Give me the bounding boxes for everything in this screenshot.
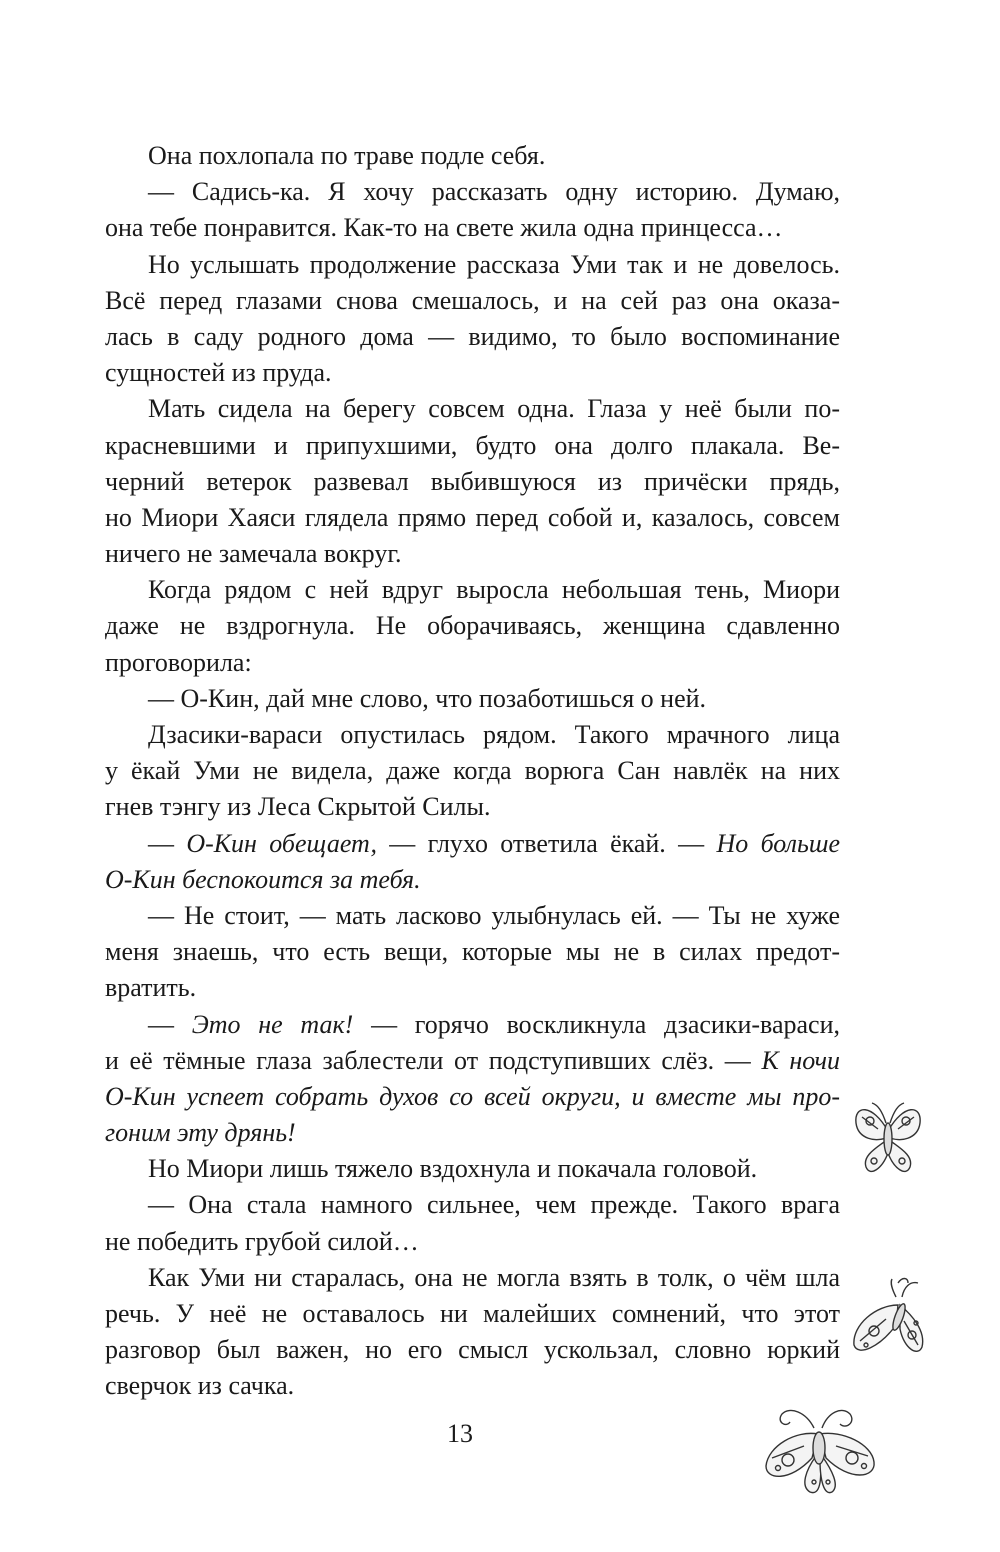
text-line [105,174,840,210]
text-run: меня знаешь, что есть вещи, которые мы не в силах предот- [105,937,840,967]
text-run: у ёкай Уми не видела, даже когда ворюга Сан навлёк на них [105,756,840,786]
text-line [105,1260,840,1296]
text-run: Но услышать продолжение рассказа Уми так и не довелось. [148,249,840,279]
italic-text: К ночи [761,1045,840,1075]
text-run: черний ветерок развевал выбившуюся из причёски прядь, [105,466,840,496]
text-run: вратить. [105,973,197,1003]
text-run: Как Уми ни старалась, она не могла взять в толк, о чём шла [148,1262,840,1292]
text-run: — горячо воскликнула дзасики-вараси, [353,1009,841,1039]
text-run: красневшими и припухшими, будто она долго плакала. Ве- [105,430,840,460]
text-line [105,1296,840,1332]
text-run: не победить грубой силой… [105,1226,419,1256]
moth-illustration-middle [846,1275,930,1367]
text-line [105,319,840,355]
text-line [105,210,840,246]
text-run: разговор был важен, но его смысл ускользал, словно юркий [105,1335,840,1365]
body-text [105,138,840,1405]
text-run: проговорила: [105,647,252,677]
italic-text: О-Кин обещает, [186,828,377,858]
text-run: речь. У неё не оставалось ни малейших сомнений, что этот [105,1299,840,1328]
text-line [105,138,840,174]
text-line [105,536,840,572]
text-line [105,753,840,789]
text-line [105,1187,840,1223]
italic-text: гоним эту дрянь! [105,1118,296,1148]
text-run: — Она стала намного сильнее, чем прежде. Такого врага [148,1190,840,1220]
text-run: гнев тэнгу из Леса Скрытой Силы. [105,792,491,822]
text-run: — Садись-ка. Я хочу рассказать одну историю. Думаю, [148,177,840,207]
text-run: Дзасики-вараси опустилась рядом. Такого мрачного лица [148,720,840,749]
text-run: сущностей из пруда. [105,358,332,388]
text-run: Но Миори лишь тяжело вздохнула и покачала головой. [148,1154,758,1184]
text-line [105,428,840,464]
text-line [105,1151,840,1187]
text-line [105,1007,840,1043]
text-run: ничего не замечала вокруг. [105,539,402,569]
text-line [105,283,840,319]
text-line [105,826,840,862]
text-line [105,1224,840,1260]
text-line [105,608,840,644]
text-run: — глухо ответила ёкай. — [376,828,717,858]
text-line [105,1115,840,1151]
text-line [105,355,840,391]
text-run: сверчок из сачка. [105,1371,295,1401]
text-run: Всё перед глазами снова смешалось, и на сей раз она оказа- [105,285,840,315]
text-run: и её тёмные глаза заблестели от подступивших слёз. — [105,1045,762,1075]
text-line [105,717,840,753]
text-line [105,934,840,970]
text-line [105,464,840,500]
text-line [105,862,840,898]
text-line [105,1332,840,1368]
text-line [105,645,840,681]
text-run: Она похлопала по траве подле себя. [148,141,546,170]
text-run: она тебе понравится. Как-то на свете жила одна принцесса… [105,213,783,243]
text-line [105,1043,840,1079]
text-run: — О-Кин, дай мне слово, что позаботишься о ней. [148,683,707,713]
text-run: Мать сидела на берегу совсем одна. Глаза у неё были по- [148,394,840,424]
text-line [105,247,840,283]
text-line [105,1368,840,1404]
text-line [105,572,840,608]
text-run: — Не стоит, — мать ласково улыбнулась ей. — Ты не хуже [148,900,840,930]
italic-text: Но больше [716,828,840,858]
page-number: 13 [447,1419,473,1448]
text-line [105,898,840,934]
text-line [105,500,840,536]
italic-text: О-Кин успеет собрать духов со всей округи, и вместе мы про- [105,1081,840,1111]
text-run: — [148,828,187,858]
text-run: но Миори Хаяси глядела прямо перед собой и, казалось, совсем [105,502,840,532]
text-run: даже не вздрогнула. Не оборачиваясь, женщина сдавленно [105,611,840,641]
moth-illustration-top [852,1093,924,1181]
text-run: — [148,1009,192,1039]
moth-illustration-bottom [760,1400,880,1500]
italic-text: О-Кин беспокоится за тебя. [105,864,421,894]
text-line [105,789,840,825]
text-run: лась в саду родного дома — видимо, то было воспоминание [105,321,840,351]
italic-text: Это не так! [191,1009,354,1039]
text-run: Когда рядом с ней вдруг выросла небольшая тень, Миори [148,575,840,605]
text-line [105,1079,840,1115]
text-line [105,681,840,717]
text-line [105,391,840,427]
text-line [105,970,840,1006]
